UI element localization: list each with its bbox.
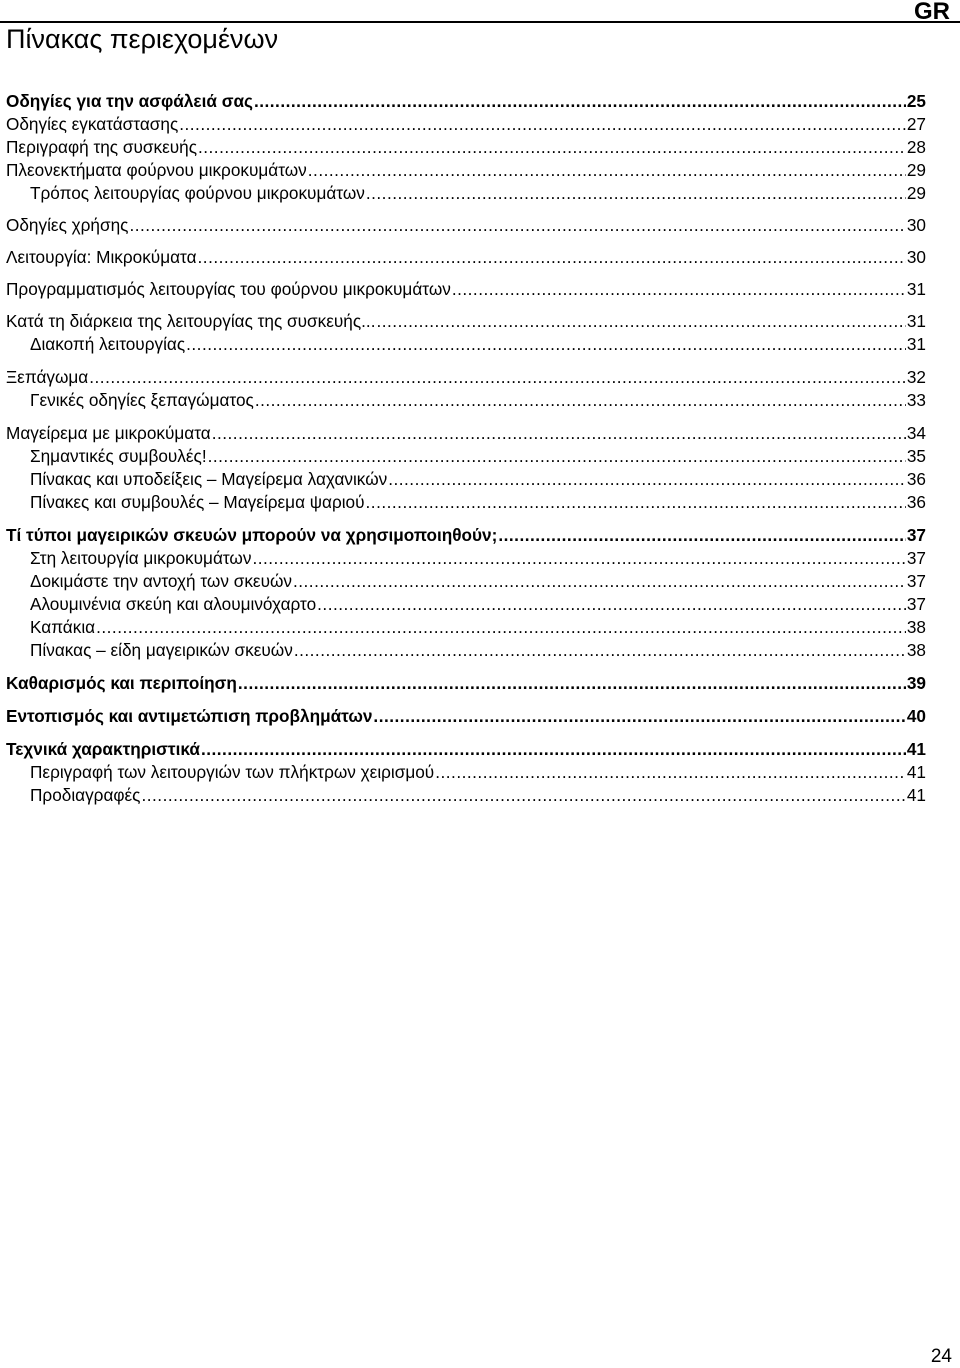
toc-entry-page: 41 xyxy=(906,762,926,782)
toc-entry-page: 40 xyxy=(906,706,926,726)
dot-leader xyxy=(498,524,906,547)
dot-leader xyxy=(388,468,906,491)
toc-entry-page: 41 xyxy=(906,785,926,805)
toc-entry[interactable] xyxy=(6,639,926,662)
dot-leader xyxy=(129,214,905,237)
toc-entry-page: 37 xyxy=(906,548,926,568)
toc-entry-page: 28 xyxy=(906,137,926,157)
dot-leader xyxy=(201,738,906,761)
toc-entry-title: Οδηγίες για την ασφάλειά σας xyxy=(6,91,253,111)
dot-leader xyxy=(208,445,906,468)
dot-leader xyxy=(254,90,906,113)
toc-entry-title: Μαγείρεμα με μικροκύματα xyxy=(6,423,211,443)
dot-leader xyxy=(198,246,906,269)
toc-entry-title: Πλεονεκτήματα φούρνου μικροκυμάτων xyxy=(6,160,307,180)
toc-entry-title: Τί τύποι μαγειρικών σκευών μπορούν να χρησιμοποιηθούν; xyxy=(6,525,498,545)
dot-leader xyxy=(255,389,906,412)
toc-entry[interactable] xyxy=(6,246,926,269)
toc-entry-page: 38 xyxy=(906,640,926,660)
table-of-contents xyxy=(6,90,926,807)
dot-leader xyxy=(308,159,906,182)
toc-entry-title: Καθαρισμός και περιποίηση xyxy=(6,673,237,693)
dot-leader xyxy=(366,182,906,205)
toc-entry-title: Καπάκια xyxy=(30,617,96,637)
toc-entry-title: Σημαντικές συμβουλές! xyxy=(30,446,207,466)
dot-leader xyxy=(179,113,906,136)
toc-entry-page: 37 xyxy=(906,571,926,591)
toc-entry[interactable] xyxy=(6,445,926,468)
dot-leader xyxy=(376,310,905,333)
page-number: 24 xyxy=(930,1346,952,1367)
toc-entry-page: 30 xyxy=(906,247,926,267)
toc-entry-page: 36 xyxy=(906,469,926,489)
toc-entry[interactable] xyxy=(6,547,926,570)
toc-entry-page: 31 xyxy=(906,311,926,331)
toc-entry[interactable] xyxy=(6,705,926,728)
toc-entry-page: 36 xyxy=(906,492,926,512)
toc-entry-title: Στη λειτουργία μικροκυμάτων xyxy=(30,548,252,568)
toc-entry[interactable] xyxy=(6,738,926,761)
dot-leader xyxy=(141,784,905,807)
toc-entry-title: Προδιαγραφές xyxy=(30,785,141,805)
toc-entry[interactable] xyxy=(6,784,926,807)
language-code: GR xyxy=(914,0,950,25)
toc-entry[interactable] xyxy=(6,672,926,695)
toc-entry-title: Πίνακας και υποδείξεις – Μαγείρεμα λαχανικών xyxy=(30,469,388,489)
toc-entry-page: 31 xyxy=(906,279,926,299)
toc-entry-title: Διακοπή λειτουργίας xyxy=(30,334,186,354)
toc-entry-page: 25 xyxy=(906,91,926,111)
toc-entry[interactable] xyxy=(6,90,926,113)
toc-entry[interactable] xyxy=(6,761,926,784)
dot-leader xyxy=(89,366,906,389)
toc-entry[interactable] xyxy=(6,468,926,491)
toc-entry[interactable] xyxy=(6,214,926,237)
toc-entry-page: 41 xyxy=(906,739,926,759)
toc-entry-title: Εντοπισμός και αντιμετώπιση προβλημάτων xyxy=(6,706,373,726)
toc-entry-page: 31 xyxy=(906,334,926,354)
toc-entry[interactable] xyxy=(6,310,926,333)
toc-entry[interactable] xyxy=(6,422,926,445)
toc-entry-page: 27 xyxy=(906,114,926,134)
toc-entry-page: 33 xyxy=(906,390,926,410)
toc-entry-page: 32 xyxy=(906,367,926,387)
toc-entry-page: 29 xyxy=(906,160,926,180)
toc-entry-page: 30 xyxy=(906,215,926,235)
toc-entry-title: Γενικές οδηγίες ξεπαγώματος xyxy=(30,390,254,410)
toc-entry-title: Περιγραφή της συσκευής xyxy=(6,137,197,157)
toc-entry[interactable] xyxy=(6,389,926,412)
page-title: Πίνακας περιεχομένων xyxy=(6,24,279,54)
toc-entry-page: 38 xyxy=(906,617,926,637)
toc-entry-page: 37 xyxy=(906,525,926,545)
toc-entry[interactable] xyxy=(6,113,926,136)
dot-leader xyxy=(373,705,905,728)
toc-entry-title: Κατά τη διάρκεια της λειτουργίας της συσκευής... xyxy=(6,311,376,331)
title-rule xyxy=(0,21,960,23)
dot-leader xyxy=(212,422,906,445)
dot-leader xyxy=(293,570,906,593)
toc-entry[interactable] xyxy=(6,593,926,616)
toc-entry[interactable] xyxy=(6,366,926,389)
toc-entry-title: Τρόπος λειτουργίας φούρνου μικροκυμάτων xyxy=(30,183,365,203)
toc-entry-title: Λειτουργία: Μικροκύματα xyxy=(6,247,197,267)
toc-entry-page: 29 xyxy=(906,183,926,203)
toc-entry-page: 39 xyxy=(906,673,926,693)
dot-leader xyxy=(186,333,906,356)
toc-entry[interactable] xyxy=(6,182,926,205)
dot-leader xyxy=(366,491,906,514)
dot-leader xyxy=(198,136,906,159)
toc-entry[interactable] xyxy=(6,136,926,159)
dot-leader xyxy=(435,761,906,784)
toc-entry-title: Δοκιμάστε την αντοχή των σκευών xyxy=(30,571,292,591)
toc-entry-page: 34 xyxy=(906,423,926,443)
dot-leader xyxy=(238,672,906,695)
toc-entry-title: Προγραμματισμός λειτουργίας του φούρνου μικροκυμάτων xyxy=(6,279,451,299)
dot-leader xyxy=(96,616,906,639)
toc-entry[interactable] xyxy=(6,278,926,301)
toc-entry-title: Πίνακας – είδη μαγειρικών σκευών xyxy=(30,640,293,660)
toc-entry[interactable] xyxy=(6,491,926,514)
toc-entry[interactable] xyxy=(6,333,926,356)
dot-leader xyxy=(317,593,906,616)
toc-entry-title: Οδηγίες εγκατάστασης xyxy=(6,114,179,134)
toc-entry-title: Αλουμινένια σκεύη και αλουμινόχαρτο xyxy=(30,594,317,614)
toc-entry-title: Πίνακες και συμβουλές – Μαγείρεμα ψαριού xyxy=(30,492,365,512)
toc-entry[interactable] xyxy=(6,524,926,547)
toc-entry[interactable] xyxy=(6,159,926,182)
toc-entry-title: Τεχνικά χαρακτηριστικά xyxy=(6,739,200,759)
toc-entry-title: Οδηγίες χρήσης xyxy=(6,215,129,235)
toc-entry[interactable] xyxy=(6,570,926,593)
dot-leader xyxy=(252,547,905,570)
dot-leader xyxy=(294,639,906,662)
dot-leader xyxy=(452,278,906,301)
toc-entry-page: 35 xyxy=(906,446,926,466)
toc-entry[interactable] xyxy=(6,616,926,639)
toc-entry-title: Ξεπάγωμα xyxy=(6,367,89,387)
toc-entry-title: Περιγραφή των λειτουργιών των πλήκτρων χειρισμού xyxy=(30,762,435,782)
toc-entry-page: 37 xyxy=(906,594,926,614)
